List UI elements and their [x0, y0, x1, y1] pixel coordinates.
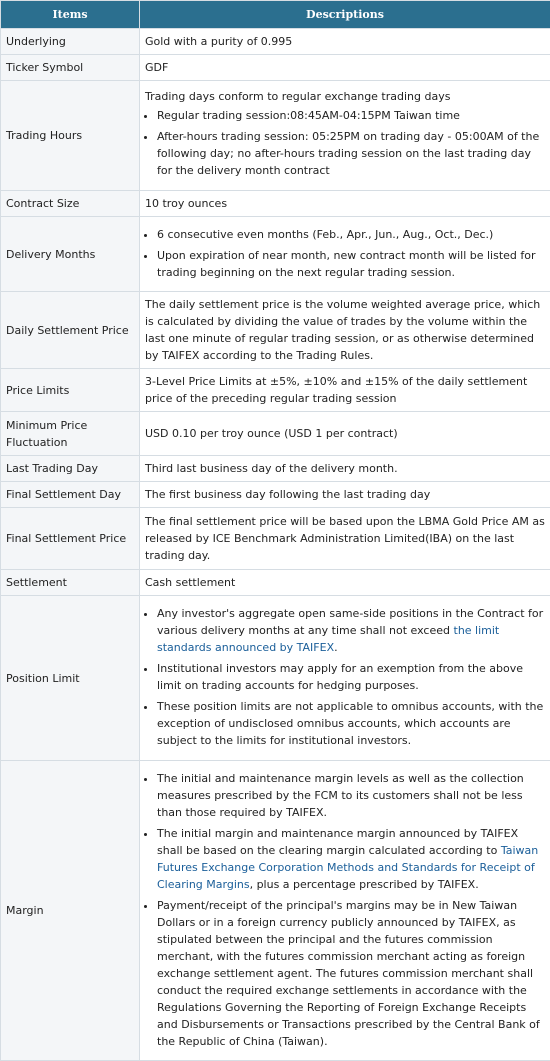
- contract-size-value: 10 troy ounces: [140, 191, 550, 217]
- delivery-months-list: [145, 226, 546, 281]
- last-trading-day-value: Third last business day of the delivery month.: [140, 456, 550, 482]
- trading-hours-value: [140, 81, 550, 191]
- list-item: [157, 605, 546, 656]
- descriptions-header: Descriptions: [140, 1, 550, 29]
- delivery-months-value: [140, 217, 550, 292]
- final-settlement-price-value: The final settlement price will be based upon the LBMA Gold Price AM as released by ICE Benchmark Administration Limited(IBA) on the last trading day.: [140, 508, 550, 570]
- min-fluctuation-value: USD 0.10 per troy ounce (USD 1 per contract): [140, 412, 550, 456]
- clearing-margins-link[interactable]: Taiwan Futures Exchange Corporation Methods and Standards for Receipt of Clearing Margins: [157, 844, 538, 891]
- table-row: [1, 570, 550, 596]
- table-row: [1, 217, 550, 292]
- position-limit-text: .: [334, 641, 338, 654]
- price-limits-value: 3-Level Price Limits at ±5%, ±10% and ±15% of the daily settlement price of the preceding regular trading session: [140, 369, 550, 412]
- table-row: [1, 482, 550, 508]
- table-row: [1, 292, 550, 369]
- underlying-value: Gold with a purity of 0.995: [140, 29, 550, 55]
- list-item: • After-hours trading session: 05:25PM on trading day - 05:00AM of the following day; no after-hours trading session on the last trading day for the delivery month contract: [157, 128, 546, 179]
- price-limits-label: Price Limits: [1, 369, 140, 412]
- table-row: [1, 456, 550, 482]
- trading-hours-list: [145, 107, 546, 179]
- daily-settlement-label: Daily Settlement Price: [1, 292, 140, 369]
- position-limit-label: Position Limit: [1, 596, 140, 761]
- ticker-label: Ticker Symbol: [1, 55, 140, 81]
- margin-text: The initial margin and maintenance margin announced by TAIFEX shall be based on the clearing margin calculated according to: [157, 827, 518, 857]
- items-header: Items: [1, 1, 140, 29]
- trading-hours-intro: Trading days conform to regular exchange trading days: [145, 88, 546, 105]
- table-row: [1, 191, 550, 217]
- list-item: • These position limits are not applicable to omnibus accounts, with the exception of undisclosed omnibus accounts, which accounts are subject to the limits for institutional investors.: [157, 698, 546, 749]
- list-item: • Institutional investors may apply for an exemption from the above limit on trading accounts for hedging purposes.: [157, 660, 546, 694]
- final-settlement-day-label: Final Settlement Day: [1, 482, 140, 508]
- settlement-label: Settlement: [1, 570, 140, 596]
- ticker-value: GDF: [140, 55, 550, 81]
- final-settlement-day-value: The first business day following the last trading day: [140, 482, 550, 508]
- position-limit-value: [140, 596, 550, 761]
- limit-standards-link[interactable]: the limit standards announced by TAIFEX: [157, 624, 499, 654]
- final-settlement-price-label: Final Settlement Price: [1, 508, 140, 570]
- margin-value: [140, 761, 550, 1061]
- margin-list: [145, 770, 546, 1050]
- list-item: • Regular trading session:08:45AM-04:15PM Taiwan time: [157, 107, 546, 124]
- table-row: [1, 761, 550, 1061]
- table-row: [1, 412, 550, 456]
- table-row: [1, 81, 550, 191]
- daily-settlement-value: The daily settlement price is the volume weighted average price, which is calculated by dividing the value of trades by the volume within the last one minute of regular trading session, or as otherwise determined by TAIFEX according to the Trading Rules.: [140, 292, 550, 369]
- min-fluctuation-label: Minimum Price Fluctuation: [1, 412, 140, 456]
- margin-text: , plus a percentage prescribed by TAIFEX.: [250, 878, 479, 891]
- list-item: • The initial and maintenance margin levels as well as the collection measures prescribed by the FCM to its customers shall not be less than those required by TAIFEX.: [157, 770, 546, 821]
- delivery-months-label: Delivery Months: [1, 217, 140, 292]
- last-trading-day-label: Last Trading Day: [1, 456, 140, 482]
- table-row: [1, 55, 550, 81]
- contract-size-label: Contract Size: [1, 191, 140, 217]
- settlement-value: Cash settlement: [140, 570, 550, 596]
- trading-hours-label: Trading Hours: [1, 81, 140, 191]
- table-row: [1, 29, 550, 55]
- list-item: [157, 825, 546, 893]
- position-limit-list: [145, 605, 546, 749]
- list-item: • Payment/receipt of the principal's margins may be in New Taiwan Dollars or in a foreign currency publicly announced by TAIFEX, as stipulated between the principal and the futures commission merchant, with the futures commission merchant acting as foreign exchange settlement agent. The futures commission merchant shall conduct the required exchange settlements in accordance with the Regulations Governing the Reporting of Foreign Exchange Receipts and Disbursements or Transactions prescribed by the Central Bank of the Republic of China (Taiwan).: [157, 897, 546, 1050]
- position-limit-text: Any investor's aggregate open same-side positions in the Contract for various delivery months at any time shall not exceed: [157, 607, 543, 637]
- margin-label: Margin: [1, 761, 140, 1061]
- table-row: [1, 508, 550, 570]
- list-item: • Upon expiration of near month, new contract month will be listed for trading beginning on the next regular trading session.: [157, 247, 546, 281]
- header-row: [1, 1, 550, 29]
- list-item: • 6 consecutive even months (Feb., Apr., Jun., Aug., Oct., Dec.): [157, 226, 546, 243]
- table-row: [1, 596, 550, 761]
- underlying-label: Underlying: [1, 29, 140, 55]
- table-row: [1, 369, 550, 412]
